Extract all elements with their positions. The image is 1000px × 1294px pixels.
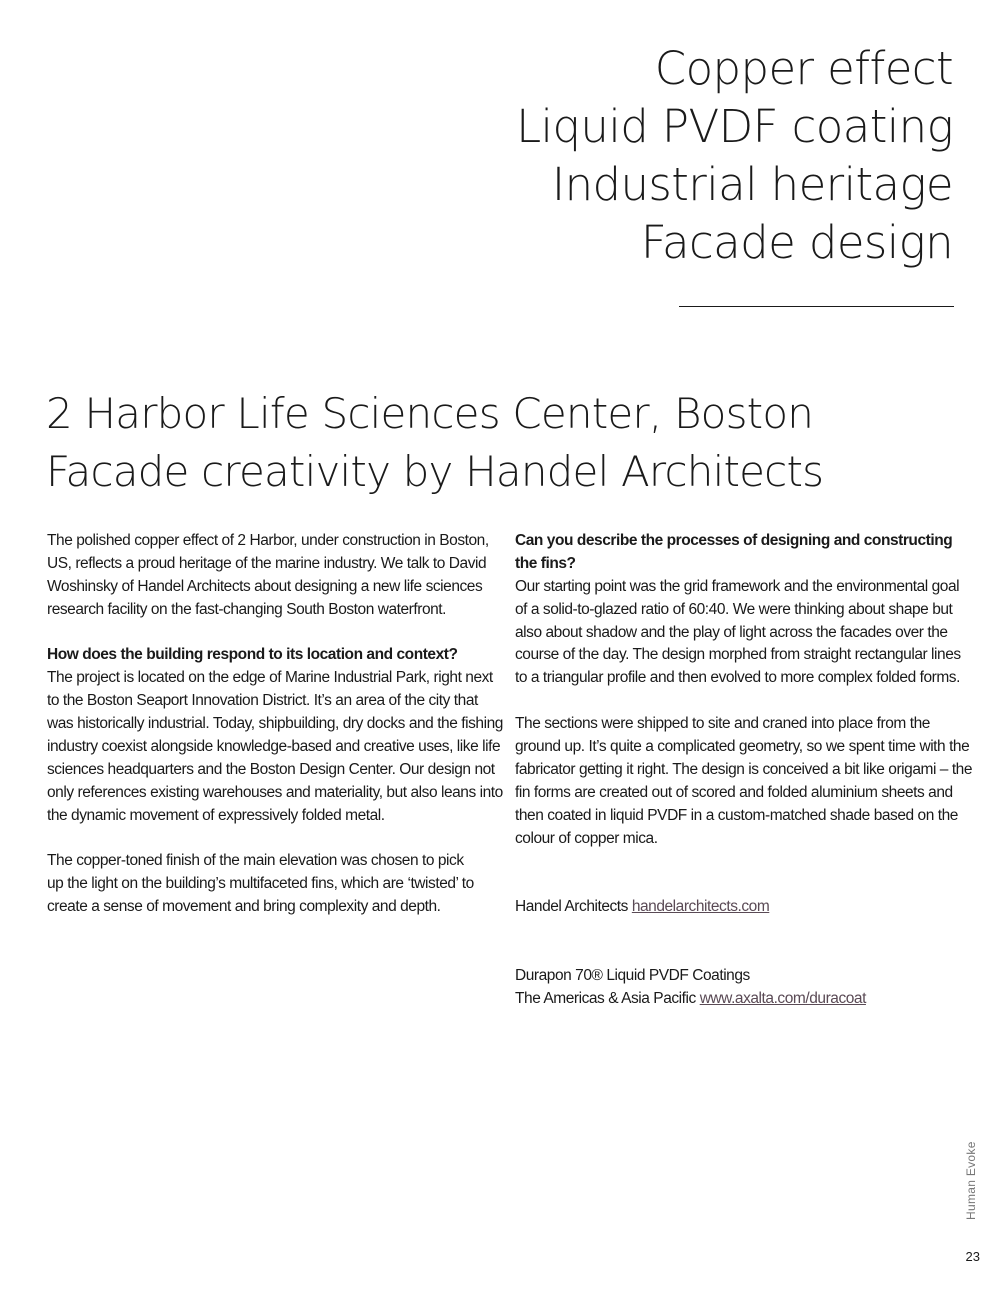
article-headline xyxy=(46,385,823,501)
credit-architects xyxy=(515,896,965,919)
credit-region-label: The Americas & Asia Pacific xyxy=(515,989,696,1007)
answer-line: ground up. It’s quite a complicated geometry, so we spent time with the xyxy=(515,738,970,756)
answer-line: to the Boston Seaport Innovation District. It’s an area of the city that xyxy=(47,692,478,710)
question-location: How does the building respond to its location and context? xyxy=(47,646,458,664)
credit-architects-label: Handel Architects xyxy=(515,898,628,916)
intro-line: research facility on the fast-changing South Boston waterfront. xyxy=(47,600,446,618)
intro-line: US, reflects a proud heritage of the marine industry. We talk to David xyxy=(47,554,487,572)
answer-line: also about shadow and the play of light across the facades over the xyxy=(515,623,948,641)
left-column xyxy=(47,530,503,919)
question-fins: the fins? xyxy=(515,554,576,572)
answer-line: up the light on the building’s multifaceted fins, which are ‘twisted’ to xyxy=(47,875,474,893)
answer-line: the dynamic movement of expressively folded metal. xyxy=(47,806,385,824)
answer-line: create a sense of movement and bring complexity and depth. xyxy=(47,898,441,916)
answer-line: then coated in liquid PVDF in a custom-matched shade based on the xyxy=(515,806,958,824)
question-fins: Can you describe the processes of designing and constructing xyxy=(515,532,953,549)
answer-line: only references existing warehouses and materiality, but also leans into xyxy=(47,783,503,801)
topic-industrial-heritage: Industrial heritage xyxy=(551,158,953,211)
answer-line: to a triangular profile and then evolved to more complex folded forms. xyxy=(515,669,960,687)
right-column xyxy=(515,530,973,1011)
answer-line: The project is located on the edge of Marine Industrial Park, right next xyxy=(47,669,493,687)
axalta-link[interactable]: www.axalta.com/duracoat xyxy=(699,989,866,1007)
answer-line: of a solid-to-glazed ratio of 60:40. We were thinking about shape but xyxy=(515,600,953,618)
answer-line: was historically industrial. Today, shipbuilding, dry docks and the fishing xyxy=(47,715,503,733)
answer-line: The copper-toned finish of the main elevation was chosen to pick xyxy=(47,852,464,870)
topic-facade-design: Facade design xyxy=(640,216,953,269)
headline-line-2: Facade creativity by Handel Architects xyxy=(46,447,824,496)
answer-line: The sections were shipped to site and craned into place from the xyxy=(515,715,930,733)
architects-link[interactable]: handelarchitects.com xyxy=(631,898,770,916)
divider-rule xyxy=(679,306,954,307)
answer-line: fabricator getting it right. The design is conceived a bit like origami – the xyxy=(515,760,973,778)
credit-region xyxy=(515,988,965,1011)
intro-line: The polished copper effect of 2 Harbor, under construction in Boston, xyxy=(47,532,489,549)
answer-line: sciences headquarters and the Boston Design Center. Our design not xyxy=(47,760,495,778)
publication-label: Human Evoke xyxy=(964,1141,978,1220)
page-number: 23 xyxy=(965,1249,980,1264)
answer-line: industry coexist alongside knowledge-based and creative uses, like life xyxy=(47,738,501,756)
answer-line: course of the day. The design morphed from straight rectangular lines xyxy=(515,646,961,664)
answer-line: fin forms are created out of scored and folded aluminium sheets and xyxy=(515,783,953,801)
topic-list xyxy=(516,40,953,272)
answer-line: Our starting point was the grid framework and the environmental goal xyxy=(515,577,960,595)
credit-product: Durapon 70® Liquid PVDF Coatings xyxy=(515,966,750,984)
topic-copper-effect: Copper effect xyxy=(654,42,953,95)
answer-line: colour of copper mica. xyxy=(515,829,658,847)
headline-line-1: 2 Harbor Life Sciences Center, Boston xyxy=(46,389,814,438)
topic-liquid-pvdf: Liquid PVDF coating xyxy=(516,100,953,153)
intro-line: Woshinsky of Handel Architects about designing a new life sciences xyxy=(47,577,483,595)
